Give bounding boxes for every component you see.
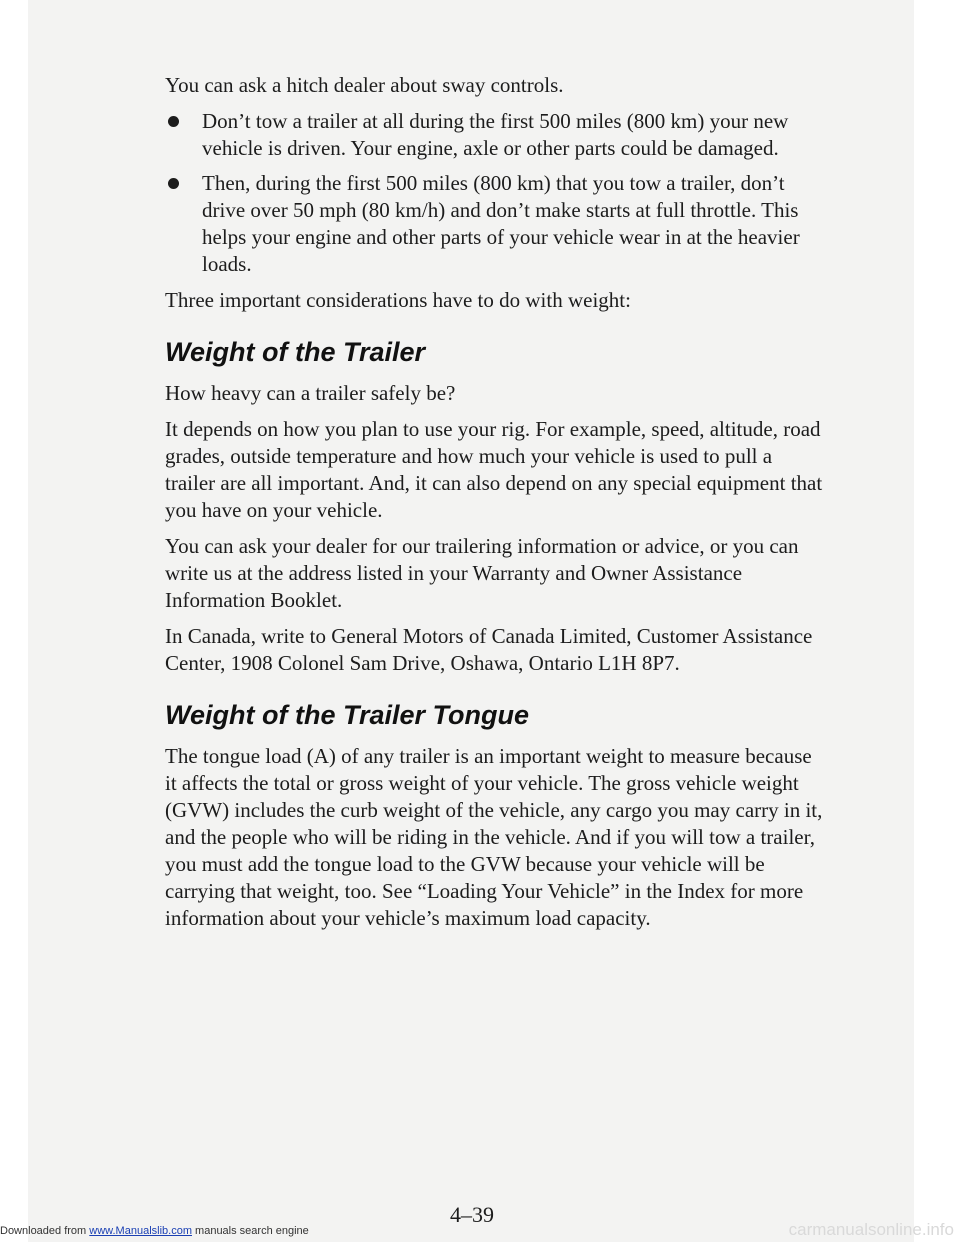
footer-prefix: Downloaded from xyxy=(0,1225,90,1237)
body-paragraph: The tongue load (A) of any trailer is an important weight to measure because it affects the total or gross weight of your vehicle. The gross vehicle weight (GVW) includes the curb weight of the vehicle, any cargo you may carry in it, and the people who will be riding in the vehicle. And if you will tow a trailer, you must add the tongue load to the GVW because your vehicle will be carrying that weight, too. See “Loading Your Vehicle” in the Index for more information about your vehicle’s maximum load capacity. xyxy=(165,744,823,930)
footer-suffix: manuals search engine xyxy=(191,1225,309,1237)
section-heading-tongue-weight: Weight of the Trailer Tongue xyxy=(165,700,530,730)
section-heading-trailer-weight: Weight of the Trailer xyxy=(165,337,426,367)
bullet-item xyxy=(165,170,825,278)
manual-page-content xyxy=(165,72,825,941)
page-number: 4–39 xyxy=(450,1202,494,1227)
download-footer xyxy=(0,1225,309,1237)
bullet-text: Don’t tow a trailer at all during the first 500 miles (800 km) your new vehicle is driven. Your engine, axle or other parts could be damaged. xyxy=(202,109,789,160)
body-paragraph: In Canada, write to General Motors of Canada Limited, Customer Assistance Center, 1908 Colonel Sam Drive, Oshawa, Ontario L1H 8P7. xyxy=(165,624,813,675)
bullet-text: Then, during the first 500 miles (800 km) that you tow a trailer, don’t drive over 50 mph (80 km/h) and don’t make starts at full throttle. This helps your engine and other parts of your vehicle wear in at the heavier loads. xyxy=(202,171,800,276)
bullet-list xyxy=(165,108,825,278)
considerations-paragraph: Three important considerations have to do with weight: xyxy=(165,288,631,312)
body-paragraph: You can ask your dealer for our trailering information or advice, or you can write us at the address listed in your Warranty and Owner Assistance Information Booklet. xyxy=(165,534,799,612)
body-paragraph: How heavy can a trailer safely be? xyxy=(165,381,456,405)
watermark-text: carmanualsonline.info xyxy=(788,1220,954,1239)
bullet-icon xyxy=(168,116,179,127)
manualslib-link[interactable]: www.Manualslib.com xyxy=(89,1225,192,1237)
intro-paragraph: You can ask a hitch dealer about sway controls. xyxy=(165,73,564,97)
bullet-item xyxy=(165,108,825,162)
bullet-icon xyxy=(168,178,179,189)
body-paragraph: It depends on how you plan to use your rig. For example, speed, altitude, road grades, outside temperature and how much your vehicle is used to pull a trailer are all important. And, it can also depend on any special equipment that you have on your vehicle. xyxy=(165,417,823,522)
